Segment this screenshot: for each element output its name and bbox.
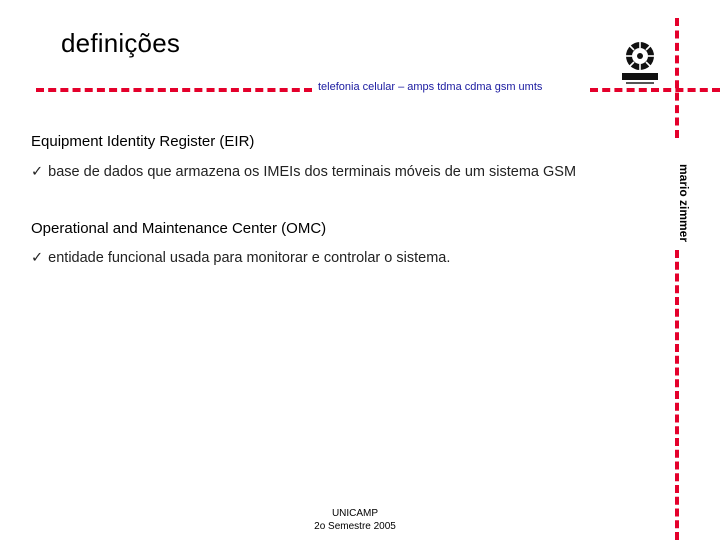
footer-semester: 2o Semestre 2005	[314, 521, 396, 532]
section-heading-eir: Equipment Identity Register (EIR)	[31, 133, 255, 150]
header-divider-right	[590, 88, 720, 92]
bullet-eir	[31, 164, 576, 180]
check-icon: ✓	[31, 250, 44, 266]
footer	[300, 507, 410, 533]
bullet-omc-text: entidade funcional usada para monitorar e controlar o sistema.	[48, 250, 451, 266]
side-divider-bottom	[675, 250, 679, 540]
author-label: mario zimmer	[677, 164, 691, 243]
section-heading-omc: Operational and Maintenance Center (OMC)	[31, 220, 327, 237]
slide-title: definições	[61, 28, 181, 58]
bullet-eir-text: base de dados que armazena os IMEIs dos terminais móveis de um sistema GSM	[48, 164, 577, 180]
bullet-omc	[31, 250, 450, 266]
header-divider-left	[36, 88, 312, 92]
check-icon: ✓	[31, 164, 44, 180]
footer-institution: UNICAMP	[331, 508, 379, 519]
unicamp-logo-icon	[618, 36, 666, 88]
side-divider-top	[675, 18, 679, 138]
slide-subtitle: telefonia celular – amps tdma cdma gsm umts	[318, 81, 543, 93]
